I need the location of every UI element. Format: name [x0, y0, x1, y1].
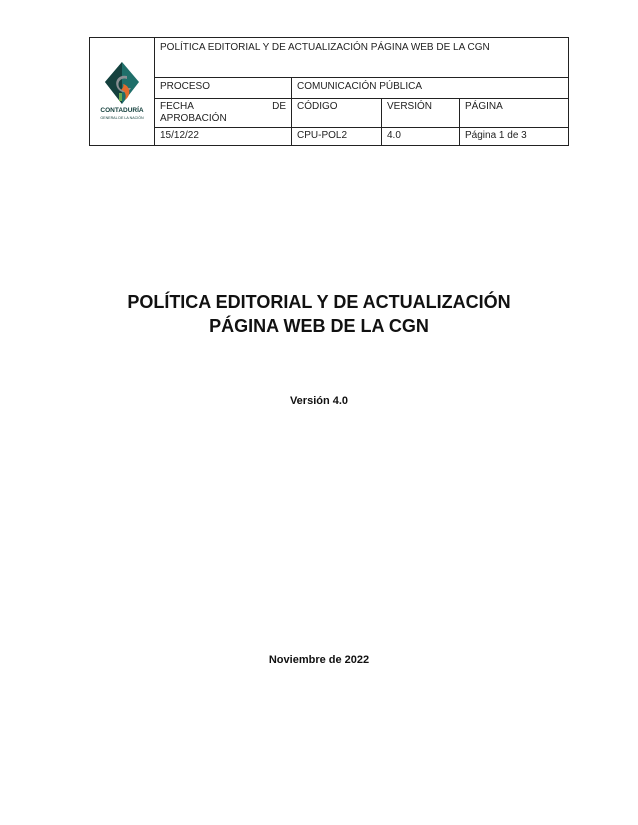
codigo-value: CPU-POL2 [292, 128, 382, 146]
document-title-line2: PÁGINA WEB DE LA CGN [209, 316, 429, 336]
document-header-table [89, 37, 569, 146]
doc-name-cell: POLÍTICA EDITORIAL Y DE ACTUALIZACIÓN PÁGINA WEB DE LA CGN [155, 38, 569, 78]
pagina-value: Página 1 de 3 [460, 128, 569, 146]
logo-text-line1: CONTADURÍA [100, 106, 144, 114]
cgn-logo [97, 60, 147, 124]
document-title-line1: POLÍTICA EDITORIAL Y DE ACTUALIZACIÓN [127, 292, 511, 312]
fecha-label-de: DE [272, 101, 286, 112]
fecha-label-word: FECHA [160, 101, 194, 112]
proceso-label: PROCESO [155, 78, 292, 99]
logo-cell [90, 38, 155, 146]
fecha-aprobacion-label [155, 99, 292, 128]
document-title [80, 290, 558, 338]
version-value: 4.0 [382, 128, 460, 146]
fecha-value: 15/12/22 [155, 128, 292, 146]
logo-green-bar [119, 93, 122, 101]
proceso-value: COMUNICACIÓN PÚBLICA [292, 78, 569, 99]
pagina-label: PÁGINA [460, 99, 569, 128]
document-date: Noviembre de 2022 [268, 654, 370, 666]
document-version: Versión 4.0 [289, 395, 349, 407]
version-label: VERSIÓN [382, 99, 460, 128]
codigo-label: CÓDIGO [292, 99, 382, 128]
fecha-label-aprobacion: APROBACIÓN [160, 113, 227, 124]
logo-text-line2: GENERAL DE LA NACIÓN [100, 115, 144, 120]
